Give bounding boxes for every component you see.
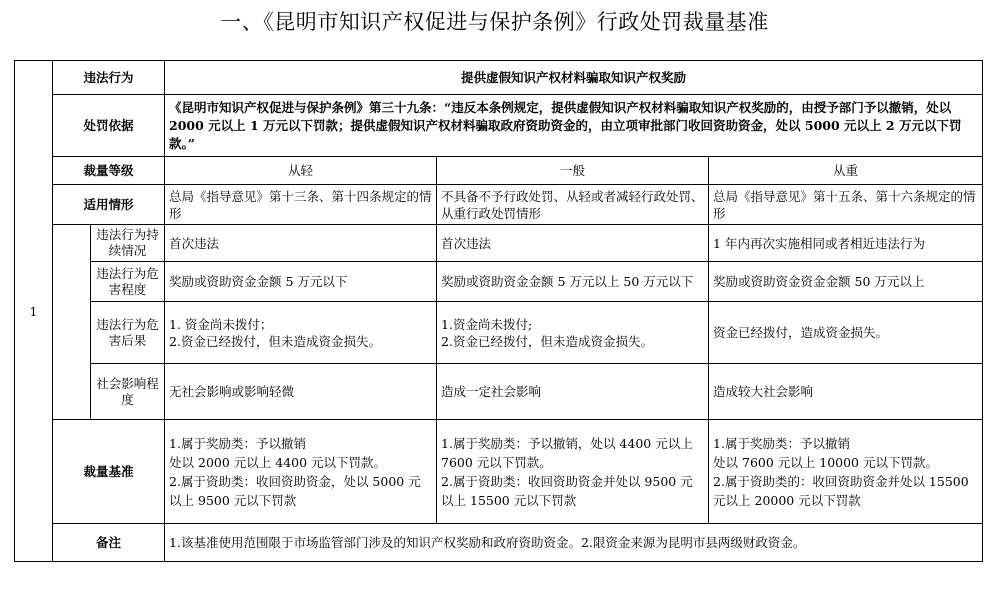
basis-value: 《昆明市知识产权促进与保护条例》第三十九条：“违反本条例规定，提供虚假知识产权材料骗取知识产权奖励的，由授予部门予以撤销，处以 2000 元以上 1 万元以下罚款；提供虚假知识产权材料骗取政府资助资金的，由立项审批部门收回资助资金，处以 5000 元以上 2 万元以下罚款。”: [165, 95, 983, 157]
factor-duration-heavy: 1 年内再次实施相同或者相近违法行为: [709, 225, 983, 262]
situation-normal: 不具备不予行政处罚、从轻或者减轻行政处罚、从重行政处罚情形: [437, 185, 709, 225]
factor-harm-degree-light: 奖励或资助资金金额 5 万元以下: [165, 262, 437, 302]
situation-light: 总局《指导意见》第十三条、第十四条规定的情形: [165, 185, 437, 225]
factor-harm-result-normal: 1.资金尚未拨付; 2.资金已经拨付，但未造成资金损失。: [437, 302, 709, 364]
document-title: 一、《昆明市知识产权促进与保护条例》行政处罚裁量基准: [220, 10, 769, 34]
factor-harm-degree-heavy: 奖励或资助资金资金金额 50 万元以上: [709, 262, 983, 302]
level-heavy: 从重: [709, 157, 983, 185]
factor-duration-light: 首次违法: [165, 225, 437, 262]
factor-label-harm-result: 违法行为危害后果: [91, 302, 165, 364]
violation-value: 提供虚假知识产权材料骗取知识产权奖励: [165, 61, 983, 95]
standard-light: 1.属于奖励类：予以撤销 处以 2000 元以上 4400 元以下罚款。 2.属于资助类：收回资助资金，处以 5000 元以上 9500 元以下罚款: [165, 420, 437, 524]
factor-label-duration: 违法行为持续情况: [91, 225, 165, 262]
row-number: 1: [15, 61, 53, 562]
standard-normal: 1.属于奖励类：予以撤销，处以 4400 元以上 7600 元以下罚款。 2.属于资助类：收回资助资金并处以 9500 元以上 15500 元以下罚款: [437, 420, 709, 524]
standard-label: 裁量基准: [53, 420, 165, 524]
factor-harm-result-heavy: 资金已经拨付，造成资金损失。: [709, 302, 983, 364]
level-label: 裁量等级: [53, 157, 165, 185]
level-light: 从轻: [165, 157, 437, 185]
situation-label: 适用情形: [53, 185, 165, 225]
remark-label: 备注: [53, 524, 165, 562]
factor-harm-result-light: 1. 资金尚未拨付； 2.资金已经拨付，但未造成资金损失。: [165, 302, 437, 364]
factor-social-heavy: 造成较大社会影响: [709, 364, 983, 420]
factor-social-normal: 造成一定社会影响: [437, 364, 709, 420]
factor-social-light: 无社会影响或影响轻微: [165, 364, 437, 420]
remark-value: 1.该基准使用范围限于市场监管部门涉及的知识产权奖励和政府资助资金。2.限资金来源为昆明市县两级财政资金。: [165, 524, 983, 562]
factor-label-harm-degree: 违法行为危害程度: [91, 262, 165, 302]
factor-harm-degree-normal: 奖励或资助资金金额 5 万元以上 50 万元以下: [437, 262, 709, 302]
violation-label: 违法行为: [53, 61, 165, 95]
basis-label: 处罚依据: [53, 95, 165, 157]
factor-label-social-impact: 社会影响程度: [91, 364, 165, 420]
standard-heavy: 1.属于奖励类：予以撤销 处以 7600 元以上 10000 元以下罚款。 2.属于资助类的：收回资助资金并处以 15500 元以上 20000 元以下罚款: [709, 420, 983, 524]
penalty-table: [14, 60, 983, 562]
factor-duration-normal: 首次违法: [437, 225, 709, 262]
situation-heavy: 总局《指导意见》第十五条、第十六条规定的情形: [709, 185, 983, 225]
factor-spacer: [53, 225, 91, 420]
level-normal: 一般: [437, 157, 709, 185]
